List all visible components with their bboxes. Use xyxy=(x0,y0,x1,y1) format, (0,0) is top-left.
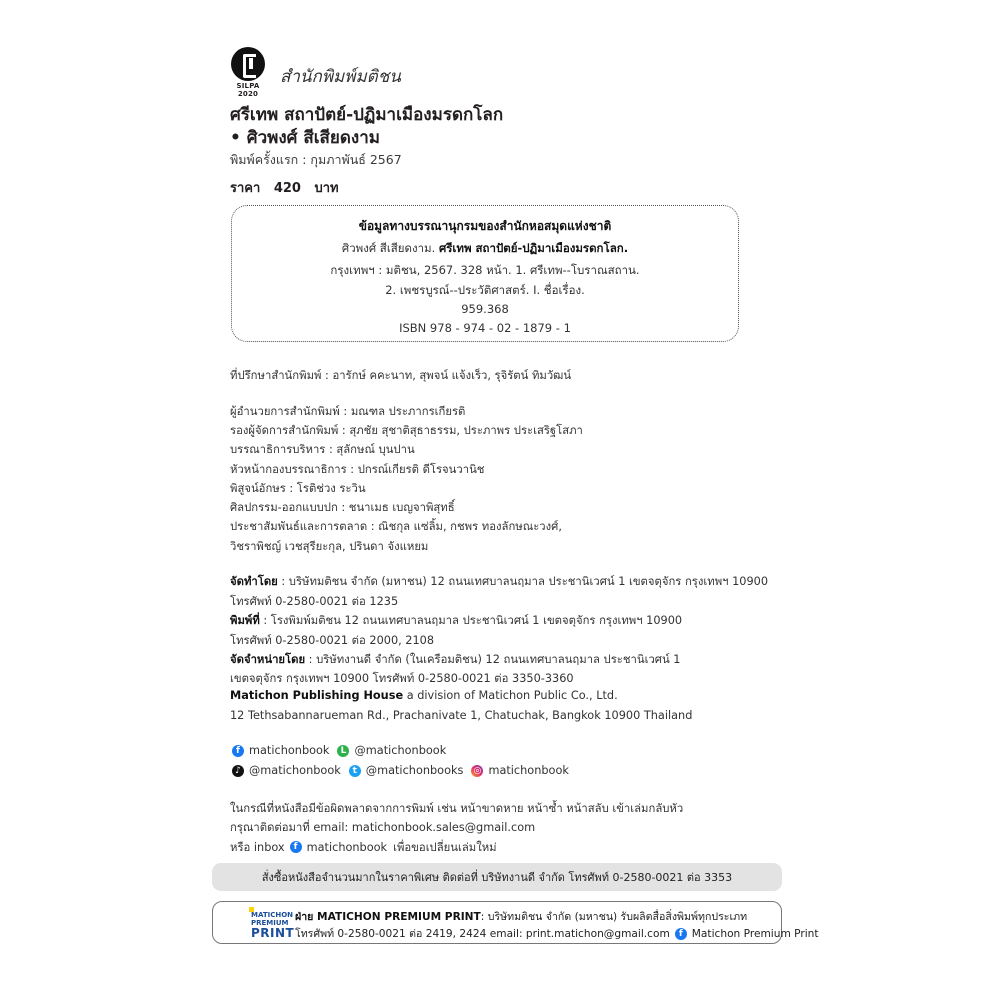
logo-caption: SILPA 2020 xyxy=(236,82,260,98)
distributed-by xyxy=(230,650,680,668)
produced-by xyxy=(230,572,768,590)
staff-line: หัวหน้ากองบรรณาธิการ : ปกรณ์เกียรติ ดีโรจนวานิช xyxy=(230,463,485,476)
silpa-logo-icon xyxy=(231,47,265,81)
cip-author: ศิวพงศ์ สีเสียดงาม. xyxy=(341,241,436,255)
staff-line: ผู้อำนวยการสำนักพิมพ์ : มณฑล ประภากรเกียรติ xyxy=(230,405,466,418)
cip-heading: ข้อมูลทางบรรณานุกรมของสำนักหอสมุดแห่งชาติ xyxy=(358,219,612,233)
bulk-order-bar: สั่งซื้อหนังสือจำนวนมากในราคาพิเศษ ติดต่อที่ บริษัทงานดี จำกัด โทรศัพท์ 0-2580-0021 ต่อ 3353 xyxy=(212,863,782,891)
staff-line: ศิลปกรรม-ออกแบบปก : ชนาเมธ เบญจาพิสุทธิ์ xyxy=(230,501,455,514)
staff-line: รองผู้จัดการสำนักพิมพ์ : สุภชัย สุชาติสุธาธรรม, ประภาพร ประเสริฐโสภา xyxy=(230,424,583,437)
print-service-facebook[interactable]: Matichon Premium Print xyxy=(691,927,819,940)
distributed-by-line2: เขตจตุจักร กรุงเทพฯ 10900 โทรศัพท์ 0-2580-0021 ต่อ 3350-3360 xyxy=(230,672,574,685)
print-service-contact xyxy=(295,925,819,942)
twitter-link[interactable]: @matichonbooks xyxy=(365,764,464,777)
produced-by-phone: โทรศัพท์ 0-2580-0021 ต่อ 1235 xyxy=(230,595,399,608)
cip-isbn: ISBN 978 - 974 - 02 - 1879 - 1 xyxy=(399,321,571,335)
facebook-icon: f xyxy=(675,928,687,940)
tiktok-icon: ♪ xyxy=(232,765,244,777)
errata-inbox-prefix: หรือ inbox xyxy=(230,841,285,854)
errata-inbox-suffix: เพื่อขอเปลี่ยนเล่มใหม่ xyxy=(393,841,497,854)
facebook-icon: f xyxy=(290,841,302,853)
facebook-link[interactable]: matichonbook xyxy=(249,744,330,757)
tiktok-link[interactable]: @matichonbook xyxy=(249,764,341,777)
price xyxy=(230,177,348,198)
instagram-link[interactable]: matichonbook xyxy=(488,764,569,777)
errata-line-2: กรุณาติดต่อมาที่ email: matichonbook.sales@gmail.com xyxy=(230,821,536,834)
printed-at-label: พิมพ์ที่ xyxy=(230,614,260,627)
errata-line-3 xyxy=(230,838,497,856)
book-author: • ศิวพงศ์ สีเสียดงาม xyxy=(230,128,380,148)
social-row-2 xyxy=(232,764,569,777)
logo-line-1: MATICHON xyxy=(251,911,294,919)
silpa-logo xyxy=(230,47,270,98)
staff-line: พิสูจน์อักษร : โรติช่วง ระวิน xyxy=(230,482,366,495)
print-service-desc: : บริษัทมติชน จำกัด (มหาชน) รับผลิตสื่อสิ่งพิมพ์ทุกประเภท xyxy=(480,911,748,923)
cip-classification: 959.368 xyxy=(461,302,509,316)
publishing-house-desc: a division of Matichon Public Co., Ltd. xyxy=(403,689,618,702)
staff-line: ประชาสัมพันธ์และการตลาด : ณิชกุล แซ่ลิ้ม, กชพร ทองลักษณะวงศ์, xyxy=(230,520,562,533)
facebook-icon: f xyxy=(232,745,244,757)
edition: พิมพ์ครั้งแรก : กุมภาพันธ์ 2567 xyxy=(230,152,402,167)
printed-at xyxy=(230,611,682,629)
line-link[interactable]: @matichonbook xyxy=(354,744,447,757)
cip-line-4: 2. เพชรบูรณ์--ประวัติศาสตร์. I. ชื่อเรื่อง. xyxy=(385,283,585,297)
instagram-icon: ◎ xyxy=(471,765,483,777)
publisher-name: สำนักพิมพ์มติชน xyxy=(280,67,401,87)
logo-line-3: PRINT xyxy=(251,926,295,940)
price-unit: บาท xyxy=(314,181,339,196)
cip-line-3: กรุงเทพฯ : มติชน, 2567. 328 หน้า. 1. ศรีเทพ--โบราณสถาน. xyxy=(330,263,640,277)
publishing-house-name: Matichon Publishing House xyxy=(230,689,404,702)
advisors: ที่ปรึกษาสำนักพิมพ์ : อารักษ์ คคะนาท, สุพจน์ แจ้งเร็ว, รุจิรัตน์ ทิมวัฒน์ xyxy=(230,369,572,382)
cip-box xyxy=(231,205,739,342)
twitter-icon: t xyxy=(349,765,361,777)
logo-line-2: PREMIUM xyxy=(251,919,289,927)
premium-print-logo xyxy=(249,907,295,941)
produced-by-text: : บริษัทมติชน จำกัด (มหาชน) 12 ถนนเทศบาลนฤมาล ประชานิเวศน์ 1 เขตจตุจักร กรุงเทพฯ 10900 xyxy=(277,575,769,588)
social-row-1 xyxy=(232,744,446,757)
cip-title: ศรีเทพ สถาปัตย์-ปฏิมาเมืองมรดกโลก. xyxy=(438,241,629,255)
produced-by-label: จัดทำโดย xyxy=(230,575,278,588)
premium-print-box xyxy=(212,901,819,944)
cip-author-line xyxy=(232,240,738,258)
errata-inbox-handle[interactable]: matichonbook xyxy=(306,840,388,854)
distributed-by-label: จัดจำหน่ายโดย xyxy=(230,653,306,666)
staff-line: วิชราพิชญ์ เวชสุรียะกุล, ปรินดา จังแหยม xyxy=(230,540,429,553)
book-title: ศรีเทพ สถาปัตย์-ปฏิมาเมืองมรดกโลก xyxy=(230,105,504,125)
print-service-title xyxy=(295,908,747,925)
errata-line-1: ในกรณีที่หนังสือมีข้อผิดพลาดจากการพิมพ์ เช่น หน้าขาดหาย หน้าซ้ำ หน้าสลับ เข้าเล่มกลับหัว xyxy=(230,802,684,815)
staff-line: บรรณาธิการบริหาร : สุลักษณ์ บุนปาน xyxy=(230,443,415,456)
print-service-name: ฝ่าย MATICHON PREMIUM PRINT xyxy=(295,911,481,923)
printed-at-text: : โรงพิมพ์มติชน 12 ถนนเทศบาลนฤมาล ประชานิเวศน์ 1 เขตจตุจักร กรุงเทพฯ 10900 xyxy=(259,614,683,627)
price-value: 420 xyxy=(273,181,301,196)
printed-at-phone: โทรศัพท์ 0-2580-0021 ต่อ 2000, 2108 xyxy=(230,634,435,647)
line-icon: L xyxy=(337,745,349,757)
distributed-by-text: : บริษัทงานดี จำกัด (ในเครือมติชน) 12 ถนนเทศบาลนฤมาล ประชานิเวศน์ 1 xyxy=(305,653,681,666)
print-service-contact-text: โทรศัพท์ 0-2580-0021 ต่อ 2419, 2424 email: print.matichon@gmail.com xyxy=(295,928,670,940)
publishing-house xyxy=(230,689,618,702)
publishing-house-address: 12 Tethsabannarueman Rd., Prachanivate 1, Chatuchak, Bangkok 10900 Thailand xyxy=(230,709,693,722)
price-label: ราคา xyxy=(230,181,261,196)
